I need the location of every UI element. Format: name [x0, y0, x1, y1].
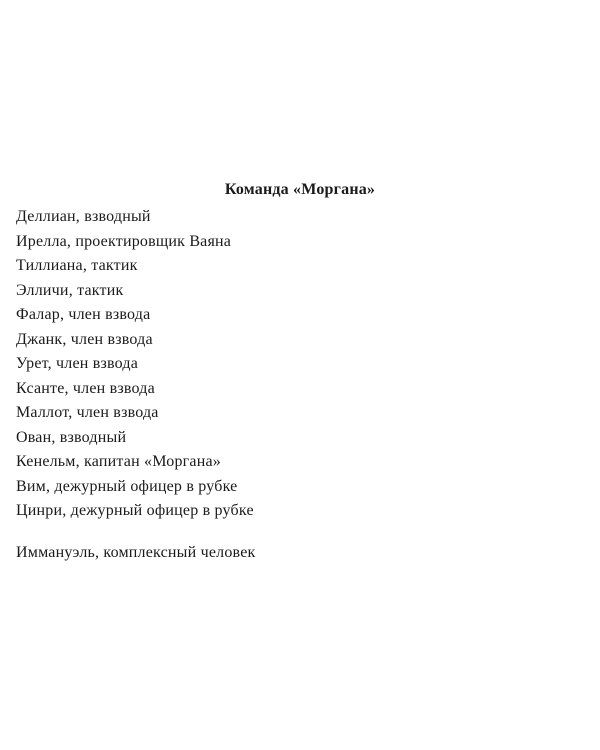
- crew-entry: Ирелла, проектировщик Ваяна: [16, 232, 232, 250]
- crew-entry: Маллот, член взвода: [16, 404, 159, 421]
- crew-entry: Деллиан, взводный: [16, 208, 151, 225]
- crew-entry: Элличи, тактик: [16, 281, 124, 299]
- extra-entry: Иммануэль, комплексный человек: [16, 544, 256, 561]
- crew-entry: Урет, член взвода: [16, 355, 139, 372]
- crew-entry: Тиллиана, тактик: [16, 257, 138, 274]
- crew-entry: Кенельм, капитан «Моргана»: [16, 453, 221, 470]
- crew-entry: Фалар, член взвода: [16, 306, 151, 323]
- crew-entry: Цинри, дежурный офицер в рубке: [16, 502, 254, 519]
- page-heading: Команда «Моргана»: [224, 181, 376, 198]
- crew-entry: Джанк, член взвода: [16, 330, 153, 348]
- crew-list: [16, 205, 576, 524]
- crew-entry: Вим, дежурный офицер в рубке: [16, 477, 238, 495]
- crew-entry: Ксанте, член взвода: [16, 379, 155, 397]
- crew-entry: Ован, взводный: [16, 428, 127, 446]
